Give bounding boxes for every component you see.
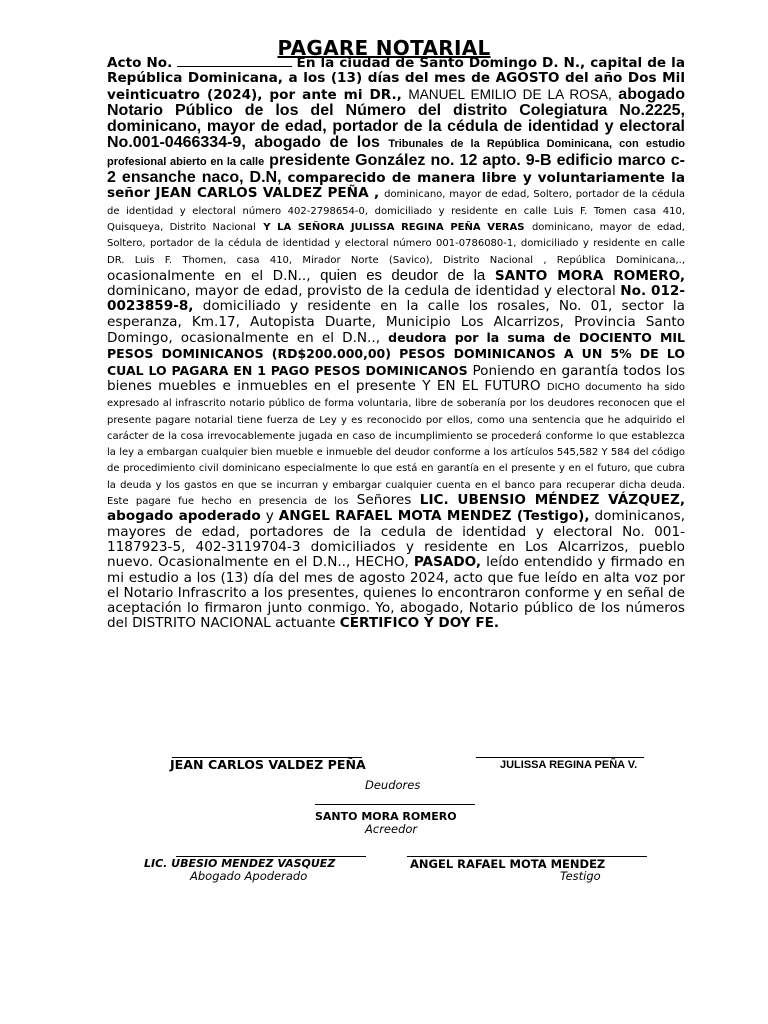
document-title: PAGARE NOTARIAL [277,36,491,60]
witness-role: Testigo [560,869,601,883]
signature-line-debtor2 [476,757,644,758]
lawyer-role: Abogado Apoderado [190,869,308,883]
acto-label: Acto No. [107,55,173,71]
lawyer-name: LIC. UBESIO MENDEZ VASQUEZ [144,857,336,870]
witness-name: ANGEL RAFAEL MOTA MENDEZ [410,857,606,871]
debtor2-name: JULISSA REGINA PEÑA V. [500,759,638,771]
creditor-name: SANTO MORA ROMERO [315,810,457,823]
debtor1-name: JEAN CARLOS VALDEZ PEÑA [170,757,366,772]
creditor-role: Acreedor [365,822,418,836]
body-paragraph: Acto No. En la ciudad de Santo Domingo D. N., capital de la República Dominicana, a los (13) días del mes de AGOSTO del año Dos Mil veinticuatro (2024), por ante mi DR., MANUEL EMILIO DE LA ROSA, abogado Notario Público de los del Número del distrito Colegiatura No.2225, dominicano, mayor de edad, portador de la cédula de identidad y electoral No.001-0466334-9, abogado de los Tribunales de la República Dominicana, con estudio profesional abierto en la calle presidente González no. 12 apto. 9-B edificio marco c-2 ensanche naco, D.N, comparecido de manera libre y voluntariamente la señor JEAN CARLOS VALDEZ PEÑA , dominicano, mayor de edad, Soltero, portador de la cédula de identidad y electoral número 402-2798654-0, domiciliado y residente en calle Luis F. Tomen casa 410, Quisqueya, Distrito Nacional Y LA SEÑORA JULISSA REGINA PEÑA VERAS dominicano, mayor de edad, Soltero, portador de la cédula de identidad y electoral número 001-0786080-1, domiciliado y residente en calle DR. Luis F. Thomen, casa 410, Mirador Norte (Savico), Distrito Nacional , República Dominicana,., ocasionalmente en el D.N.., quien es deudor de la SANTO MORA ROMERO, dominicano, mayor de edad, provisto de la cedula de identidad y electoral No. 012-0023859-8, domiciliado y residente en la calle los rosales, No. 01, sector la esperanza, Km.17, Autopista Duarte, Municipio Los Alcarrizos, Provincia Santo Domingo, ocasionalmente en el D.N.., deudora por la suma de DOCIENTO MIL PESOS DOMINICANOS (RD$200.000,00) PESOS DOMINICANOS A UN 5% DE LO CUAL LO PAGARA EN 1 PAGO PESOS DOMINICANOS Poniendo en garantía todos los bienes muebles e inmuebles en el presente Y EN EL FUTURO DICHO documento ha sido expresado al infrascrito notario público de forma voluntaria, libre de soberanía por los deudores reconocen que el presente pagare notarial tiene fuerza de Ley y es reconocido por ellos, como una sentencia que he adquirido el carácter de la cosa irrevocablemente jugada en caso de incumplimiento se procederá conforme lo que establezca la ley a embargan cualquier bien mueble e inmueble del deudor conforme a los artículos 545,582 Y 584 del código de procedimiento civil dominicano especialmente lo que está en garantía en el presente y en el futuro, que cubra la deuda y los gastos en que se incurran y embargar cualquier cuenta en el banco para recuperar dicha deuda. Este pagare fue hecho en presencia de los Señores LIC. UBENSIO MÉNDEZ VÁZQUEZ, abogado apoderado y ANGEL RAFAEL MOTA MENDEZ (Testigo), dominicanos, mayores de edad, portadores de la cedula de identidad y electoral No. 001-1187923-5, 402-3119704-3 domiciliados y residente en Los Alcarrizos, pueblo nuevo. Ocasionalmente en el D.N.., HECHO, PASADO, leído entendido y firmado en mi estudio a los (13) día del mes de agosto 2024, acto que fue leído en alta voz por el Notario Infrascrito a los presentes, quienes lo encontraron conforme y en señal de aceptación lo firmaron junto conmigo. Yo, abogado, Notario público de los números del DISTRITO NACIONAL actuante CERTIFICO Y DOY FE. [107,55,686,632]
notary-name: MANUEL EMILIO DE LA ROSA, [408,86,612,102]
debtors-role: Deudores [365,778,421,792]
signature-line-creditor [315,804,475,805]
